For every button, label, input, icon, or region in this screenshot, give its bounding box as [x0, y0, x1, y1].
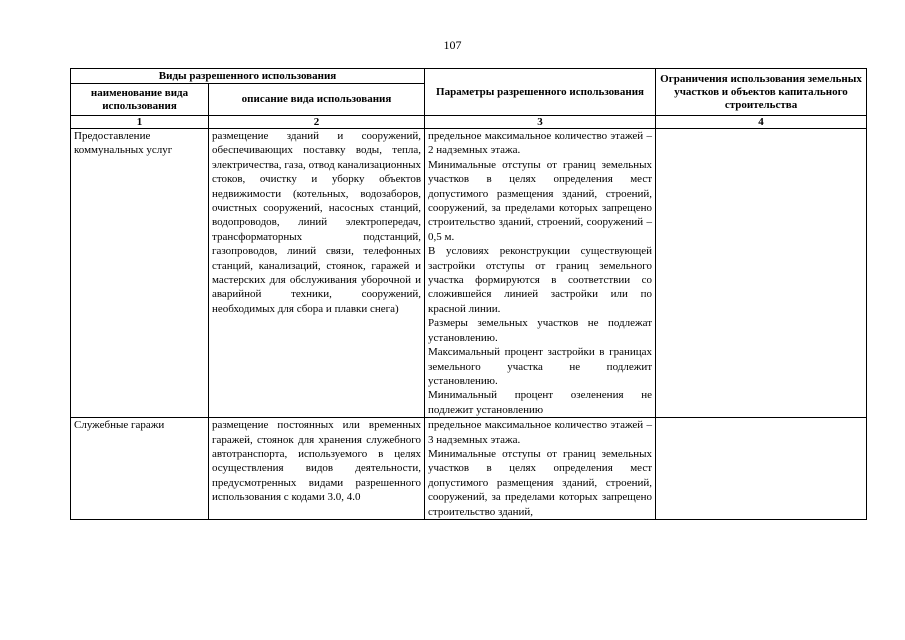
use-name-cell: Служебные гаражи — [71, 418, 209, 520]
header-parameters: Параметры разрешенного использования — [425, 69, 656, 116]
header-use-description: описание вида использования — [209, 84, 425, 116]
parameter-paragraph: В условиях реконструкции существующей застройки отступы от границ земельного участка формируются в соответствии со сложившейся линией застройки или по красной линии. — [428, 245, 653, 315]
parameter-paragraph: Размеры земельных участков не подлежат установлению. — [428, 317, 653, 344]
parameters-cell — [425, 129, 656, 418]
column-number-3: 3 — [425, 116, 656, 129]
column-number-2: 2 — [209, 116, 425, 129]
restrictions-cell — [656, 418, 867, 520]
column-number-1: 1 — [71, 116, 209, 129]
use-description-cell: размещение зданий и сооружений, обеспечивающих поставку воды, тепла, электричества, газа, отвод канализационных стоков, очистку и уборку объектов недвижимости (котельных, водозаборов, очистных сооружений, насосных станций, водопроводов, линий электропередач, трансформаторных подстанций, газопроводов, линий связи, телефонных станций, канализаций, стоянок, гаражей и мастерских для обслуживания уборочной и аварийной техники, сооружений, необходимых для сбора и плавки снега) — [209, 129, 425, 418]
page-number: 107 — [443, 38, 462, 52]
table-row — [71, 418, 867, 520]
use-name-cell: Предоставление коммунальных услуг — [71, 129, 209, 418]
header-group-land-use-types: Виды разрешенного использования — [71, 69, 425, 84]
parameter-paragraph: предельное максимальное количество этажей – 2 надземных этажа. — [428, 130, 653, 157]
land-use-table — [70, 68, 867, 520]
parameter-paragraph: Минимальные отступы от границ земельных участков в целях определения мест допустимого размещения зданий, строений, сооружений, за пределами которых запрещено строительство зданий, — [428, 447, 653, 518]
table-row — [71, 129, 867, 418]
header-use-name: наименование вида использования — [71, 84, 209, 116]
parameter-paragraph: Минимальный процент озеленения не подлежит установлению — [428, 389, 653, 416]
use-description-cell: размещение постоянных или временных гаражей, стоянок для хранения служебного автотранспорта, используемого в целях осуществления видов деятельности, предусмотренных видами разрешенного использования с кодами 3.0, 4.0 — [209, 418, 425, 520]
header-restrictions: Ограничения использования земельных участков и объектов капитального строительства — [656, 69, 867, 116]
parameter-paragraph: Максимальный процент застройки в границах земельного участка не подлежит установлению. — [428, 346, 653, 387]
parameter-paragraph: Минимальные отступы от границ земельных участков в целях определения мест допустимого размещения зданий, строений, сооружений, за пределами которых запрещено строительство зданий, строений, сооружений – 0,5 м. — [428, 158, 653, 243]
parameter-paragraph: предельное максимальное количество этажей – 3 надземных этажа. — [428, 419, 653, 446]
restrictions-cell — [656, 129, 867, 418]
parameters-cell — [425, 418, 656, 520]
column-number-4: 4 — [656, 116, 867, 129]
